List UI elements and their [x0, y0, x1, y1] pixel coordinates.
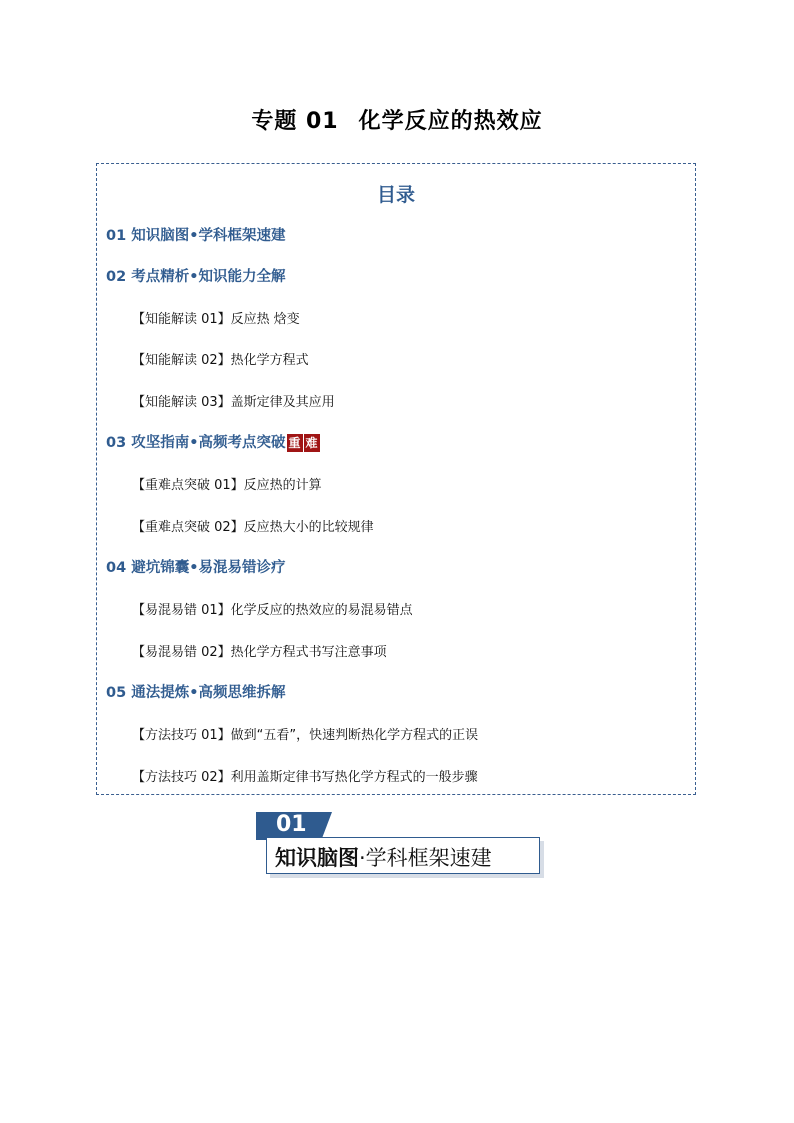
banner-label-box: [266, 837, 540, 874]
toc-item-yihun-01[interactable]: 【易混易错 01】化学反应的热效应的易混易错点: [132, 603, 413, 618]
table-of-contents: [96, 163, 696, 795]
toc-item-yihun-02[interactable]: 【易混易错 02】热化学方程式书写注意事项: [132, 645, 387, 660]
toc-item-zhineng-01[interactable]: 【知能解读 01】反应热 焓变: [132, 312, 300, 327]
banner-label: [275, 842, 492, 872]
toc-section-01[interactable]: 01 知识脑图•学科框架速建: [106, 228, 286, 244]
toc-section-05[interactable]: 05 通法提炼•高频思维拆解: [106, 685, 286, 701]
toc-item-zhineng-03[interactable]: 【知能解读 03】盖斯定律及其应用: [132, 395, 335, 410]
toc-item-fangfa-01[interactable]: 【方法技巧 01】做到“五看”，快速判断热化学方程式的正误: [132, 728, 479, 743]
key-difficult-badges: [286, 434, 320, 452]
toc-section-02[interactable]: 02 考点精析•知识能力全解: [106, 269, 286, 285]
toc-item-zhineng-02[interactable]: 【知能解读 02】热化学方程式: [132, 353, 309, 368]
banner-label-strong: 知识脑图: [275, 846, 359, 870]
page-title-main: 化学反应的热效应: [358, 109, 543, 134]
banner-label-rest: ·学科框架速建: [359, 846, 492, 870]
toc-section-03-label: 03 攻坚指南•高频考点突破: [106, 435, 286, 451]
toc-item-zhongnan-02[interactable]: 【重难点突破 02】反应热大小的比较规律: [132, 520, 374, 535]
toc-section-03[interactable]: [106, 431, 320, 452]
banner-number: 01: [276, 812, 307, 837]
badge-zhong: 重: [288, 436, 301, 450]
toc-item-fangfa-02[interactable]: 【方法技巧 02】利用盖斯定律书写热化学方程式的一般步骤: [132, 770, 478, 785]
toc-item-zhongnan-01[interactable]: 【重难点突破 01】反应热的计算: [132, 478, 322, 493]
badge-nan: 难: [305, 436, 318, 450]
page-title-prefix: 专题 01: [251, 109, 339, 134]
section-01-banner: [256, 812, 542, 876]
toc-section-04[interactable]: 04 避坑锦囊•易混易错诊疗: [106, 560, 286, 576]
toc-heading: 目录: [376, 184, 415, 206]
page-title: [0, 104, 794, 135]
